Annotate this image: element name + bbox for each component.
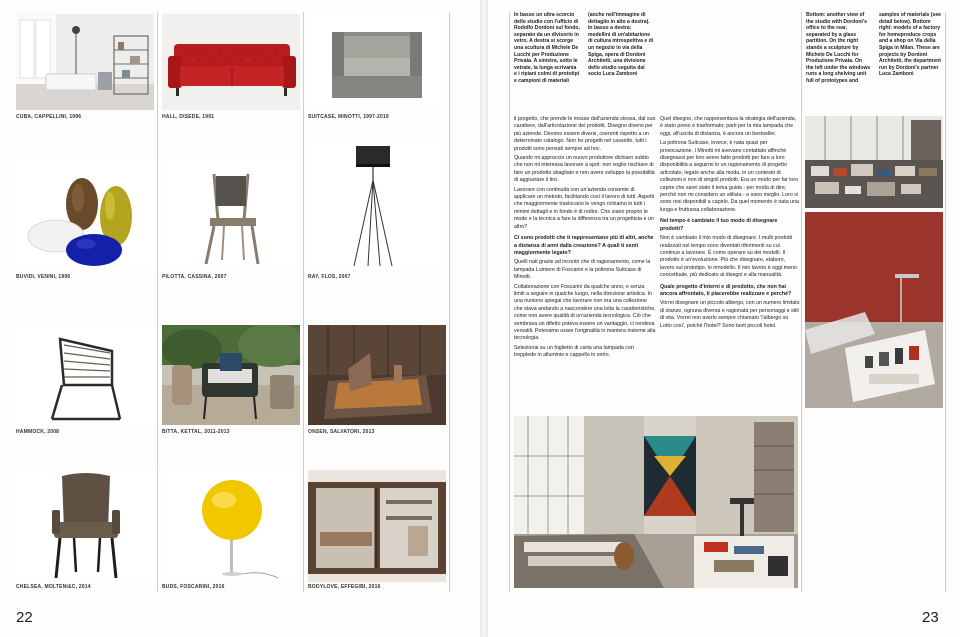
interview-question: Nel tempo è cambiato il tuo modo di disegnare prodotti? [660, 218, 778, 232]
product-image [16, 325, 154, 425]
product-onsen [308, 325, 446, 435]
product-caption: BUVIDI, VENINI, 1996 [16, 274, 71, 280]
column-divider [509, 12, 510, 592]
paragraph: il progetto, che prende le mosse dall'azienda stessa, dal suo carattere, dall'articolazione dei prodotti. Disegno diversi per più aziende. Devono essere diversi, coerenti rispetto a un determinato catalogo. Non ho progetti nel cassetto, tutti i prodotti sono pensati sempre ad hoc. [514, 116, 656, 152]
product-image [308, 140, 446, 270]
studio-photo-large [514, 416, 798, 588]
product-buvidi [16, 160, 154, 282]
product-image [162, 14, 300, 110]
product-hall [162, 14, 300, 120]
article-column-1 [514, 116, 656, 412]
paragraph: Lavorare con continuità con un'azienda consente di applicare un metodo, facilitando così il lavoro di tutti. Aspetti che maggiormente traslocano le vengo richiamo in tutti i minimi dettagli e in fondo è di redire. Che siano proprio le mode e la tecnica a fare la differenza tra un progettista e un altro? [514, 186, 655, 230]
interview-question: Ci sono prodotti che ti rappresentano più di altri, anche a distanza di anni dalla creazione? A quali ti senti maggiormente legato? [514, 235, 654, 256]
photo-caption-italian: In basso un ultra scorcio dello studio con l'ufficio di Rodolfo Dordoni sul fondo, separato da un divisorio in vetro. A destra si scorge una scultura di Michele De Lucchi per Produzione Privata. A sinistra, sotto le vetrate, la lunga scrivania e i ripiani colmi di prototipi e campioni di materiali (anche nell'immagine di dettaglio in alto a destra). In basso a destra: modellini di un'abitazione di cultura introspettiva e di un negozio in via della Spiga, opera di Dordoni Architetti, una divisione dello studio seguita dal socio Luca Zamboni [514, 12, 654, 84]
product-buds [162, 470, 300, 592]
column-divider [157, 12, 158, 592]
product-chelsea [16, 470, 154, 592]
product-image [162, 325, 300, 425]
binding-gutter [480, 0, 488, 637]
product-image [308, 325, 446, 425]
paragraph: Quelli nati grazie ad incontri che di ragionamento, come la lampada Lumiere di Foscarini e la poltrona Suitcase di Minotti. [514, 259, 651, 281]
interview-question: Quale progetto d'interni e di prodotto, che non hai ancora affrontato, ti piacerebbe realizzare e perché? [660, 283, 792, 297]
photo-caption-english: Bottom: another view of the studio with Dordoni's office to the rear, separated by a glass partition. On the right stands a sculpture by Michele De Lucchi for Produzione Privata. On the left under the windows runs a long shelving unit full of prototypes and samples of materials (see detail below). Bottom right: models of a factory for homeproduce crops and a shop on Via della Spiga in Milan. These are projects by Dordoni Architetti, the department run by Dordoni's partner Luca Zamboni [806, 12, 942, 84]
column-divider [449, 12, 450, 592]
product-image [16, 470, 154, 582]
product-caption: PILOTTA, CASSINA, 2007 [162, 274, 227, 280]
product-suitcase [308, 14, 446, 120]
page-number-left: 22 [16, 609, 33, 626]
paragraph: Vorrei disegnare un piccolo albergo, con un numero limitato di stanze, ognuna diversa e ragionata per personaggi e stili di vita. Vorrei non averlo sempre chiamato 'l'albergo su Lotto così', poiché l'hotel? Sono tanti piccoli hotel. [660, 300, 800, 329]
architecture-models-photo [805, 212, 943, 408]
paragraph: Quel disegno, che rappresentava la strategia dell'azienda, è stato preso e trasformato; parti per la mia lampada che oggi, all'uscita di distanza, è ancora un bestseller. [660, 116, 797, 137]
page-number-right: 23 [922, 609, 939, 626]
product-caption: HALL, DISEDE, 1991 [162, 114, 215, 120]
product-ray [308, 140, 446, 282]
paragraph: Non è cambiato il mio modo di disegnare. I multi prodotti realizzati nel tempo sono diventati riferimenti su cui continuo a lavorare. È come operare su dei modelli. Il prodotto è un'evoluzione. Più che disegnare, elaboro, lavoro sul prototipo, lo rimodello. Il mio lavoro è oggi meno concettuale, più dedicato ai disegni e alla manualità. [660, 235, 797, 279]
column-divider [945, 12, 946, 592]
product-caption: BUDS, FOSCARINI, 2016 [162, 584, 225, 590]
article-column-2 [660, 116, 800, 412]
product-caption: RAY, FLOS, 2007 [308, 274, 351, 280]
product-caption: ONSEN, SALVATORI, 2013 [308, 429, 375, 435]
product-image [162, 470, 300, 582]
product-bodylove [308, 470, 446, 592]
product-pilotta [162, 160, 300, 282]
column-divider [801, 12, 802, 592]
product-image [308, 14, 446, 110]
paragraph: La poltrona Suitcase, invece, è nata quasi per provocazione. I Minotti mi avevano contattato affinché disegnassi per loro avere fatto prodotti per fare a loro disponibilità a seguirmi in un ragionamento di progetto articolato, legato anche alla moda, in un contesto di collezioni e non di singoli prodotti. Era un modo per far loro capire che sarei stato il tema guida - per moda di dire, perché non mi considero un stilista - e sono meglio. Loro si sono resi disponibili a capirlo. Da quel momento è nata una lunga e fruttuosa collaborazione. [660, 140, 799, 213]
product-image [162, 160, 300, 270]
product-caption: SUITCASE, MINOTTI, 1997-2019 [308, 114, 389, 120]
paragraph: Collaborazione con Foscarini da qualche anno, e senza limiti a seguire in qualche luogo, nella direzione artistica. In una riunione spiegai che lavorare non era una collezione che stava andando a nascondere una lotta la caratteristiche, come non avere qualità di un'azienda tecnologica. Ciò che sembrava un difetto poteva essere un vantaggio, ci rendeva versatili. Potevamo usare l'originalità in maniera insieme alla tecnologia. [514, 283, 656, 342]
product-caption: CHELSEA, MOLTENI&C, 2014 [16, 584, 91, 590]
product-caption: CUBA, CAPPELLINI, 1996 [16, 114, 82, 120]
product-caption: HAMMOCK, 2008 [16, 429, 60, 435]
product-image [16, 14, 154, 110]
paragraph: Quando mi approccio un nuovo produttore dichiaro subito che non mi interessa lavorare a spot: non voglio rischiare di fare un prodotto sbagliato e non avere sviluppo la possibilità di aggiustare il tiro. [514, 155, 655, 184]
product-cuba [16, 14, 154, 120]
product-caption: BITTA, KETTAL, 2011-2013 [162, 429, 230, 435]
product-bitta [162, 325, 300, 435]
paragraph: Selezionai su un foglietto di carta una lampada con trepplede in alluminio e cappello in vetro. [514, 344, 634, 359]
studio-photo-detail [805, 116, 943, 208]
product-hammock [16, 325, 154, 435]
column-divider [303, 12, 304, 592]
product-image [16, 160, 154, 270]
product-caption: BODYLOVE, EFFEGIBI, 2016 [308, 584, 381, 590]
product-image [308, 470, 446, 582]
